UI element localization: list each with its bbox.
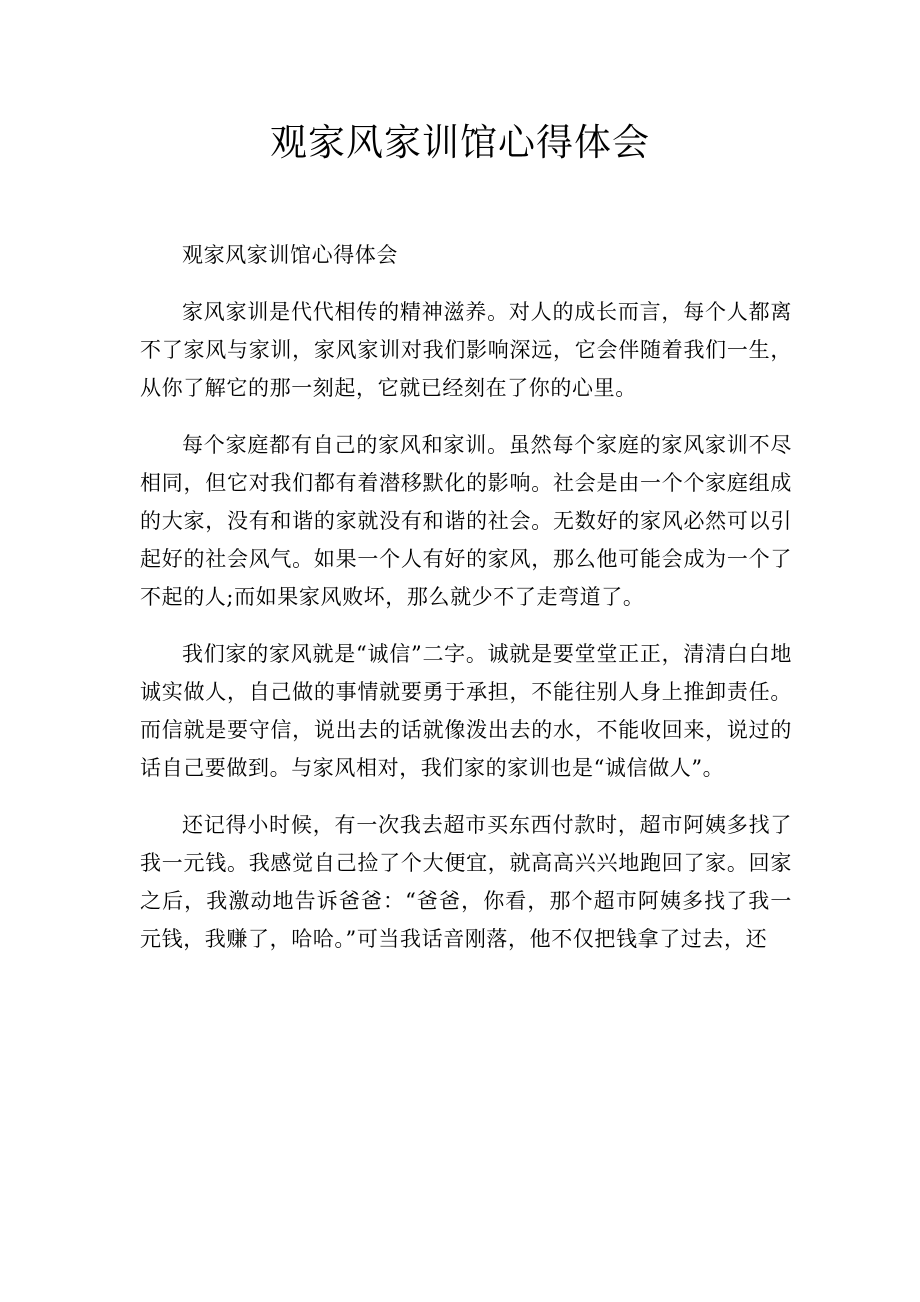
- paragraph-2: 每个家庭都有自己的家风和家训。虽然每个家庭的家风家训不尽相同，但它对我们都有着潜移默化的影响。社会是由一个个家庭组成的大家，没有和谐的家就没有和谐的社会。无数好的家风必然可以引起好的社会风气。如果一个人有好的家风，那么他可能会成为一个了不起的人;而如果家风败坏，那么就少不了走弯道了。: [140, 433, 792, 609]
- document-title: 观家风家训馆心得体会: [270, 121, 650, 164]
- paragraph-4: 还记得小时候，有一次我去超市买东西付款时，超市阿姨多找了我一元钱。我感觉自己捡了个大便宜，就高高兴兴地跑回了家。回家之后，我激动地告诉爸爸：“爸爸，你看，那个超市阿姨多找了我一元钱，我赚了，哈哈。”可当我话音刚落，他不仅把钱拿了过去，还: [140, 813, 792, 951]
- paragraph-3: 我们家的家风就是“诚信”二字。诚就是要堂堂正正，清清白白地诚实做人，自己做的事情就要勇于承担，不能往别人身上推卸责任。而信就是要守信，说出去的话就像泼出去的水，不能收回来，说过的话自己要做到。与家风相对，我们家的家训也是“诚信做人”。: [140, 642, 792, 780]
- document-body: [140, 236, 792, 977]
- paragraph-1: 家风家训是代代相传的精神滋养。对人的成长而言，每个人都离不了家风与家训，家风家训对我们影响深远，它会伴随着我们一生，从你了解它的那一刻起，它就已经刻在了你的心里。: [140, 300, 792, 400]
- document-subtitle: 观家风家训馆心得体会: [182, 243, 398, 267]
